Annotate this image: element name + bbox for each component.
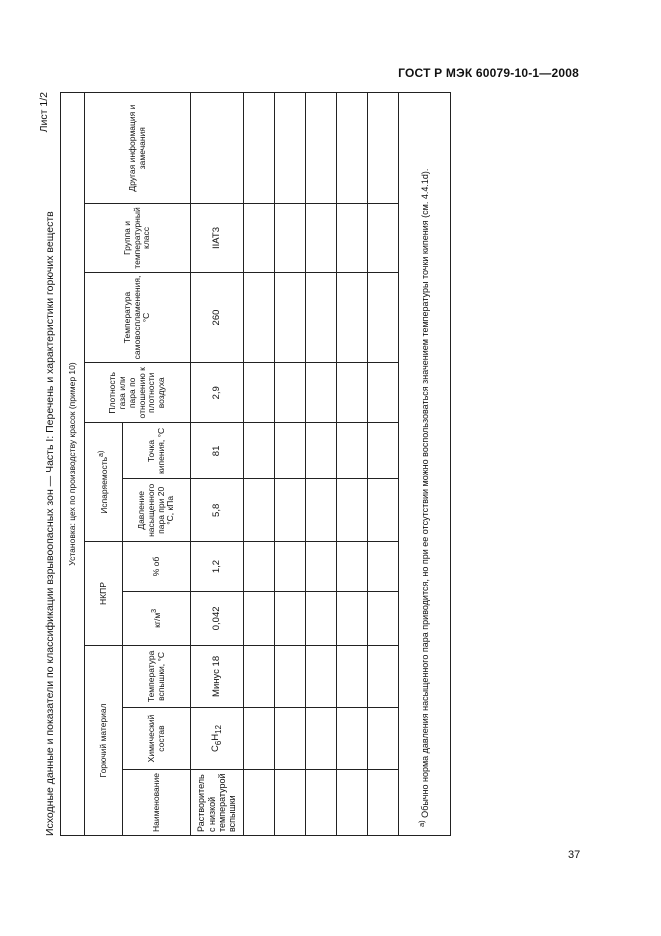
header-vapor-pressure: Давление насыщенного пара при 20 °С, кПа — [123, 479, 191, 542]
cell-density: 2,9 — [191, 363, 244, 423]
sheet-number: Лист 1/2 — [38, 92, 50, 133]
cell-lel-kg: 0,042 — [191, 591, 244, 645]
volatility-label: Испаряемость — [99, 456, 110, 514]
lel-kg-unit-exp: 3 — [150, 608, 159, 613]
cell-lel-vol: 1,2 — [191, 542, 244, 592]
empty-row — [337, 93, 368, 836]
header-boiling-point: Точка кипения, °С — [123, 423, 191, 479]
empty-row — [275, 93, 306, 836]
cell-flash-point: Минус 18 — [191, 645, 244, 707]
empty-row — [368, 93, 399, 836]
substances-table — [60, 92, 451, 836]
table-row — [191, 93, 244, 836]
header-group-class: Группа и температурный класс — [85, 204, 191, 272]
table-caption: Исходные данные и показатели по классификации взрывоопасных зон — Часть I: Перечень и характеристики горючих веществ — [44, 211, 56, 836]
rotated-content — [38, 92, 574, 836]
header-flash-point: Температура вспышки, °С — [123, 645, 191, 707]
header-lel: НКПР — [85, 542, 123, 646]
empty-row — [244, 93, 275, 836]
lel-kg-unit: кг/м — [152, 612, 163, 628]
cell-name: Растворитель с низкой температурой вспышки — [191, 770, 244, 836]
formula-h-sub: 12 — [213, 725, 223, 734]
installation-row: Установка: цех по производству красок (пример 10) — [61, 93, 85, 836]
footnote-text: Обычно норма давления насыщенного пара приводится, но при ее отсутствии можно воспользоваться значением температуры точки кипения (см. 4.4.1d). — [419, 168, 430, 818]
footnote-mark: а) — [416, 820, 426, 827]
formula-h: H — [210, 733, 221, 741]
cell-group-class: IIАТ3 — [191, 204, 244, 272]
header-lel-vol: % об — [123, 542, 191, 592]
header-chemical: Химический состав — [123, 707, 191, 769]
cell-boiling-point: 81 — [191, 423, 244, 479]
header-volatility — [85, 423, 123, 542]
header-material: Горючий материал — [85, 645, 123, 835]
volatility-footnote-mark: а) — [97, 450, 106, 457]
document-code: ГОСТ Р МЭК 60079-10-1—2008 — [398, 66, 579, 80]
empty-row — [306, 93, 337, 836]
formula-c: C — [210, 745, 221, 752]
header-other: Другая информация и замечания — [85, 93, 191, 204]
header-density: Плотность газа или пара по отношению к плотности воздуха — [85, 363, 191, 423]
header-autoignition: Температура самовоспламенения, °С — [85, 272, 191, 363]
rotated-sheet — [38, 92, 574, 836]
cell-other — [191, 93, 244, 204]
table-footnote — [399, 93, 451, 836]
formula-c-sub: 6 — [213, 740, 223, 746]
header-lel-kg — [123, 591, 191, 645]
cell-chemical — [191, 707, 244, 769]
header-name: Наименование — [123, 770, 191, 836]
page-number: 37 — [568, 849, 581, 861]
cell-autoignition: 260 — [191, 272, 244, 363]
cell-vapor-pressure: 5,8 — [191, 479, 244, 542]
